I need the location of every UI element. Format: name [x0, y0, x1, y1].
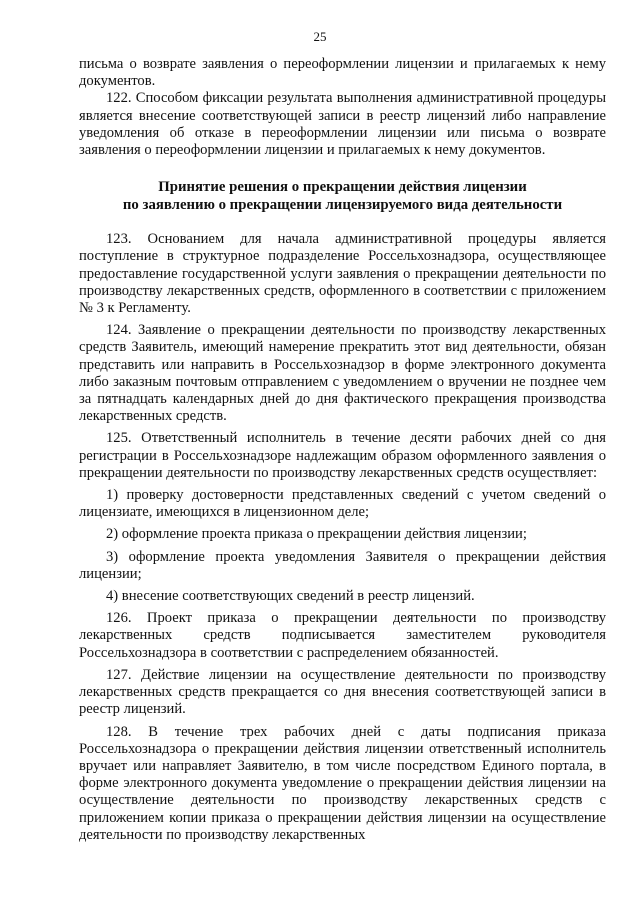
paragraph-128: 128. В течение трех рабочих дней с даты подписания приказа Россельхознадзора о прекращении действия лицензии ответственный исполнитель вручает или направляет Заявителю, в том числе посредством Единого портала, в форме электронного документа уведомление о прекращении действия лицензии на осуществление деятельности по производству лекарственных средств с приложением копии приказа о прекращении действия лицензии на осуществление деятельности по производству лекарственных — [79, 723, 606, 843]
page-number: 25 — [313, 29, 327, 44]
paragraph-continuation: письма о возврате заявления о переоформлении лицензии и прилагаемых к нему документов. — [79, 56, 606, 90]
paragraph-122: 122. Способом фиксации результата выполнения административной процедуры является внесение соответствующей записи в реестр лицензий либо направление уведомления об отказе в переоформлении лицензии или письма о возврате заявления о переоформлении лицензии и прилагаемых к нему документов. — [79, 90, 606, 159]
paragraph-125: 125. Ответственный исполнитель в течение десяти рабочих дней со дня регистрации в Россельхознадзоре надлежащим образом оформленного заявления о прекращении деятельности по производству лекарственных средств осуществляет: — [79, 430, 606, 481]
document-body — [79, 56, 606, 844]
paragraph-124: 124. Заявление о прекращении деятельности по производству лекарственных средств Заявитель, имеющий намерение прекратить этот вид деятельности, обязан представить или направить в Россельхознадзор в форме электронного документа либо заказным почтовым отправлением с уведомлением о вручении не позднее чем за пятнадцать календарных дней до дня фактического прекращения производства лекарственных средств. — [79, 322, 606, 425]
list-item-1: 1) проверку достоверности представленных сведений с учетом сведений о лицензиате, имеющихся в лицензионном деле; — [79, 487, 606, 521]
section-heading-line-2: по заявлению о прекращении лицензируемого вида деятельности — [122, 197, 563, 214]
paragraph-126: 126. Проект приказа о прекращении деятельности по производству лекарственных средств подписывается заместителем руководителя Россельхознадзора в соответствии с распределением обязанностей. — [79, 610, 606, 661]
list-item-4: 4) внесение соответствующих сведений в реестр лицензий. — [106, 588, 475, 605]
list-item-2: 2) оформление проекта приказа о прекращении действия лицензии; — [106, 526, 527, 543]
section-heading — [79, 178, 606, 214]
paragraph-127: 127. Действие лицензии на осуществление деятельности по производству лекарственных средств прекращается со дня внесения соответствующей записи в реестр лицензий. — [79, 666, 606, 718]
section-heading-line-1: Принятие решения о прекращении действия лицензии — [158, 179, 527, 196]
paragraph-123: 123. Основанием для начала административной процедуры является поступление в структурное подразделение Россельхознадзора, осуществляющее предоставление государственной услуги заявления о прекращении деятельности по производству лекарственных средств, оформленного в соответствии с приложением № 3 к Регламенту. — [79, 231, 606, 317]
list-item-3: 3) оформление проекта уведомления Заявителя о прекращении действия лицензии; — [79, 548, 606, 582]
